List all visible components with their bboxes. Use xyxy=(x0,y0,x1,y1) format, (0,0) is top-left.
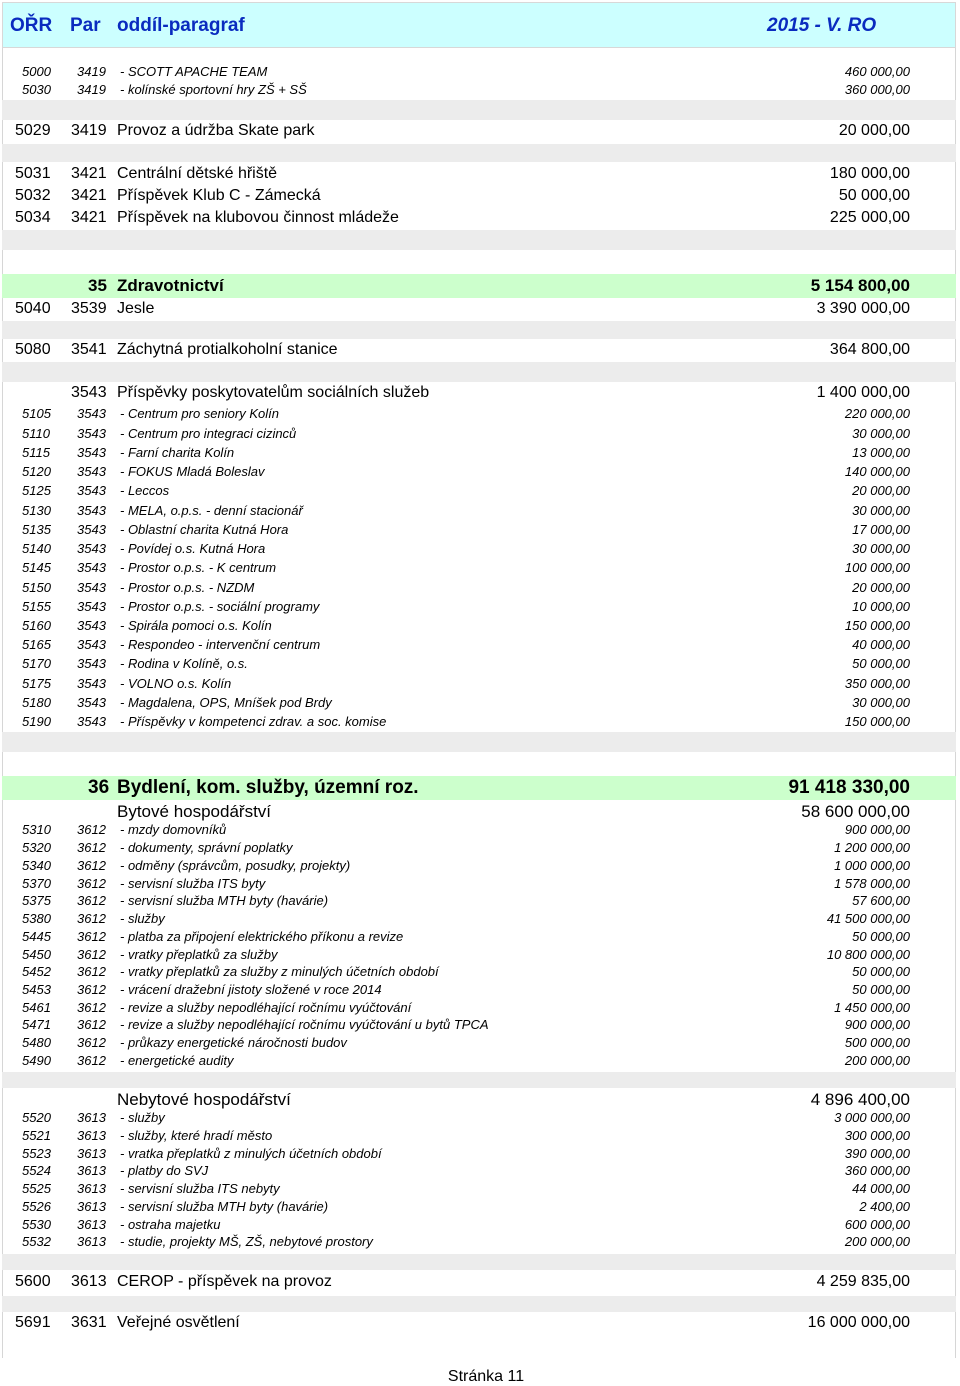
table-row xyxy=(0,122,960,144)
table-row xyxy=(0,1273,960,1295)
row-amount: 40 000,00 xyxy=(852,637,910,652)
row-par: 3543 xyxy=(77,483,106,498)
row-par: 3419 xyxy=(77,64,106,79)
row-orr: 5523 xyxy=(22,1146,51,1161)
row-amount: 500 000,00 xyxy=(844,1035,910,1050)
table-row xyxy=(0,911,960,929)
subsection-amount: 58 600 000,00 xyxy=(801,802,910,821)
row-description: Jesle xyxy=(117,300,155,317)
row-amount: 2 400,00 xyxy=(859,1199,910,1214)
page-footer xyxy=(0,1368,960,1386)
row-orr: 5029 xyxy=(15,122,51,139)
row-description: - Centrum pro integraci cizinců xyxy=(120,426,297,441)
row-description: - Prostor o.p.s. - sociální programy xyxy=(120,599,320,614)
row-orr: 5155 xyxy=(22,599,51,614)
row-par: 3612 xyxy=(77,840,106,855)
table-row xyxy=(0,1199,960,1217)
table-row xyxy=(0,483,960,501)
table-row xyxy=(0,982,960,1000)
row-par: 3421 xyxy=(71,165,107,182)
table-row xyxy=(0,1146,960,1164)
row-amount: 364 800,00 xyxy=(829,341,910,358)
spacer-band xyxy=(2,144,956,162)
row-par: 3613 xyxy=(77,1199,106,1214)
row-amount: 17 000,00 xyxy=(852,522,910,537)
row-orr: 5180 xyxy=(22,695,51,710)
row-par: 3543 xyxy=(77,676,106,691)
row-amount: 4 259 835,00 xyxy=(816,1273,910,1290)
row-orr: 5135 xyxy=(22,522,51,537)
row-description: - Příspěvky v kompetenci zdrav. a soc. komise xyxy=(120,714,387,729)
table-row xyxy=(0,893,960,911)
row-amount: 30 000,00 xyxy=(852,541,910,556)
row-par: 3543 xyxy=(77,618,106,633)
row-orr: 5032 xyxy=(15,187,51,204)
row-par: 3613 xyxy=(77,1110,106,1125)
section-row xyxy=(0,777,960,801)
row-orr: 5445 xyxy=(22,929,51,944)
table-row xyxy=(0,695,960,713)
row-par: 3543 xyxy=(77,522,106,537)
row-description: - vratky přeplatků za služby xyxy=(120,947,278,962)
row-description: - kolínské sportovní hry ZŠ + SŠ xyxy=(120,82,307,97)
table-row xyxy=(0,1234,960,1252)
row-amount: 350 000,00 xyxy=(844,676,910,691)
row-description: - MELA, o.p.s. - denní stacionář xyxy=(120,503,303,518)
table-row xyxy=(0,1000,960,1018)
row-description: - služby, které hradí město xyxy=(120,1128,273,1143)
row-orr: 5120 xyxy=(22,464,51,479)
row-description: - Prostor o.p.s. - NZDM xyxy=(120,580,255,595)
row-description: Příspěvky poskytovatelům sociálních služeb xyxy=(117,384,430,401)
row-description: - Oblastní charita Kutná Hora xyxy=(120,522,289,537)
row-par: 3419 xyxy=(71,122,107,139)
subsection-title: Bytové hospodářství xyxy=(117,802,272,821)
table-row xyxy=(0,384,960,406)
row-orr: 5034 xyxy=(15,209,51,226)
row-amount: 44 000,00 xyxy=(852,1181,910,1196)
row-orr: 5175 xyxy=(22,676,51,691)
row-description: - servisní služba ITS byty xyxy=(120,876,266,891)
header-year: 2015 - V. RO xyxy=(767,15,877,36)
row-amount: 30 000,00 xyxy=(852,695,910,710)
table-row xyxy=(0,187,960,209)
row-amount: 50 000,00 xyxy=(838,187,910,204)
row-par: 3612 xyxy=(77,1035,106,1050)
row-amount: 390 000,00 xyxy=(844,1146,910,1161)
row-orr: 5080 xyxy=(15,341,51,358)
row-orr: 5110 xyxy=(22,426,50,441)
row-amount: 1 578 000,00 xyxy=(834,876,910,891)
row-amount: 3 000 000,00 xyxy=(834,1110,910,1125)
table-row xyxy=(0,64,960,82)
row-par: 3543 xyxy=(77,445,106,460)
row-description: - SCOTT APACHE TEAM xyxy=(120,64,268,79)
row-description: Centrální dětské hřiště xyxy=(117,165,278,182)
table-row xyxy=(0,426,960,444)
row-amount: 1 400 000,00 xyxy=(816,384,910,401)
table-row xyxy=(0,1128,960,1146)
table-row xyxy=(0,599,960,617)
row-par: 3419 xyxy=(77,82,106,97)
row-par: 3543 xyxy=(77,426,106,441)
page-number: Stránka 11 xyxy=(447,1368,525,1385)
row-amount: 50 000,00 xyxy=(852,656,910,671)
section-amount: 91 418 330,00 xyxy=(788,777,910,798)
row-description: - platba za připojení elektrického příkonu a revize xyxy=(120,929,404,944)
table-row xyxy=(0,209,960,231)
row-description: - servisní služba MTH byty (havárie) xyxy=(120,1199,329,1214)
row-orr: 5031 xyxy=(15,165,51,182)
row-par: 3612 xyxy=(77,1017,106,1032)
row-description: - průkazy energetické náročnosti budov xyxy=(120,1035,347,1050)
row-description: - revize a služby nepodléhající ročnímu vyúčtování u bytů TPCA xyxy=(120,1017,489,1032)
row-amount: 20 000,00 xyxy=(838,122,910,139)
row-description: Provoz a údržba Skate park xyxy=(117,122,315,139)
row-description: - vratka přeplatků z minulých účetních období xyxy=(120,1146,382,1161)
row-par: 3543 xyxy=(77,503,106,518)
row-par: 3421 xyxy=(71,209,107,226)
row-orr: 5532 xyxy=(22,1234,51,1249)
row-orr: 5521 xyxy=(22,1128,51,1143)
row-orr: 5040 xyxy=(15,300,51,317)
row-par: 3612 xyxy=(77,929,106,944)
table-row xyxy=(0,822,960,840)
row-par: 3543 xyxy=(77,580,106,595)
row-par: 3543 xyxy=(77,599,106,614)
row-amount: 20 000,00 xyxy=(852,483,910,498)
row-orr: 5453 xyxy=(22,982,51,997)
row-orr: 5145 xyxy=(22,560,51,575)
header-bar xyxy=(2,2,956,48)
row-orr: 5525 xyxy=(22,1181,51,1196)
row-orr: 5320 xyxy=(22,840,51,855)
row-description: - FOKUS Mladá Boleslav xyxy=(120,464,265,479)
row-par: 3613 xyxy=(71,1273,107,1290)
table-row xyxy=(0,840,960,858)
row-par: 3539 xyxy=(71,300,107,317)
row-amount: 150 000,00 xyxy=(844,714,910,729)
row-amount: 150 000,00 xyxy=(844,618,910,633)
row-par: 3613 xyxy=(77,1163,106,1178)
row-orr: 5526 xyxy=(22,1199,51,1214)
row-amount: 10 800 000,00 xyxy=(826,947,910,962)
row-description: - odměny (správcům, posudky, projekty) xyxy=(120,858,351,873)
row-amount: 30 000,00 xyxy=(852,503,910,518)
row-description: CEROP - příspěvek na provoz xyxy=(117,1273,332,1290)
header-col-orr: OŘR xyxy=(10,15,53,36)
table-row xyxy=(0,618,960,636)
row-amount: 225 000,00 xyxy=(829,209,910,226)
row-par: 3543 xyxy=(77,560,106,575)
table-row xyxy=(0,165,960,187)
table-row xyxy=(0,929,960,947)
row-amount: 41 500 000,00 xyxy=(826,911,910,926)
table-row xyxy=(0,714,960,732)
table-row xyxy=(0,1181,960,1199)
row-orr: 5471 xyxy=(22,1017,51,1032)
row-description: - Centrum pro seniory Kolín xyxy=(120,406,279,421)
spacer-band xyxy=(2,100,956,120)
row-description: - energetické audity xyxy=(120,1053,234,1068)
row-amount: 140 000,00 xyxy=(844,464,910,479)
row-amount: 1 000 000,00 xyxy=(834,858,910,873)
row-orr: 5030 xyxy=(22,82,51,97)
row-amount: 600 000,00 xyxy=(844,1217,910,1232)
subsection-row xyxy=(0,1090,960,1112)
row-description: - Magdalena, OPS, Mníšek pod Brdy xyxy=(120,695,332,710)
row-description: - služby xyxy=(120,911,165,926)
row-description: - ostraha majetku xyxy=(120,1217,221,1232)
row-par: 3612 xyxy=(77,947,106,962)
row-orr: 5530 xyxy=(22,1217,51,1232)
row-orr: 5190 xyxy=(22,714,51,729)
row-orr: 5600 xyxy=(15,1273,51,1290)
row-description: - Farní charita Kolín xyxy=(120,445,235,460)
row-description: Veřejné osvětlení xyxy=(117,1314,240,1331)
spacer-band xyxy=(2,732,956,752)
row-description: - vrácení dražební jistoty složené v roce 2014 xyxy=(120,982,382,997)
row-amount: 220 000,00 xyxy=(844,406,910,421)
table-row xyxy=(0,637,960,655)
row-orr: 5461 xyxy=(22,1000,51,1015)
row-description: Příspěvek Klub C - Zámecká xyxy=(117,187,321,204)
row-amount: 20 000,00 xyxy=(852,580,910,595)
table-row xyxy=(0,341,960,363)
table-row xyxy=(0,560,960,578)
row-amount: 100 000,00 xyxy=(844,560,910,575)
row-par: 3612 xyxy=(77,982,106,997)
spacer-band xyxy=(2,362,956,382)
row-orr: 5520 xyxy=(22,1110,51,1125)
row-orr: 5524 xyxy=(22,1163,51,1178)
table-row xyxy=(0,580,960,598)
row-par: 3612 xyxy=(77,1053,106,1068)
spacer-band xyxy=(2,1254,956,1270)
row-amount: 900 000,00 xyxy=(844,822,910,837)
row-orr: 5130 xyxy=(22,503,51,518)
row-par: 3612 xyxy=(77,1000,106,1015)
section-title: Bydlení, kom. služby, územní roz. xyxy=(117,777,419,798)
row-description: - revize a služby nepodléhající ročnímu vyúčtování xyxy=(120,1000,412,1015)
row-orr: 5310 xyxy=(22,822,51,837)
row-orr: 5370 xyxy=(22,876,51,891)
table-row xyxy=(0,1017,960,1035)
row-description: - dokumenty, správní poplatky xyxy=(120,840,293,855)
row-description: - Rodina v Kolíně, o.s. xyxy=(120,656,248,671)
row-orr: 5340 xyxy=(22,858,51,873)
row-amount: 50 000,00 xyxy=(852,929,910,944)
table-row xyxy=(0,1110,960,1128)
table-row xyxy=(0,1217,960,1235)
row-description: - servisní služba ITS nebyty xyxy=(120,1181,280,1196)
row-par: 3543 xyxy=(77,656,106,671)
row-par: 3613 xyxy=(77,1128,106,1143)
row-description: - Leccos xyxy=(120,483,170,498)
section-number: 35 xyxy=(88,276,107,295)
row-amount: 3 390 000,00 xyxy=(816,300,910,317)
row-orr: 5452 xyxy=(22,964,51,979)
table-row xyxy=(0,300,960,322)
row-orr: 5165 xyxy=(22,637,51,652)
row-orr: 5105 xyxy=(22,406,51,421)
table-row xyxy=(0,541,960,559)
row-orr: 5480 xyxy=(22,1035,51,1050)
table-row xyxy=(0,522,960,540)
row-par: 3543 xyxy=(77,541,106,556)
table-row xyxy=(0,1035,960,1053)
row-par: 3543 xyxy=(71,384,107,401)
row-orr: 5160 xyxy=(22,618,51,633)
row-description: Příspěvek na klubovou činnost mládeže xyxy=(117,209,399,226)
table-row xyxy=(0,406,960,424)
table-row xyxy=(0,876,960,894)
row-amount: 360 000,00 xyxy=(844,82,910,97)
row-par: 3612 xyxy=(77,876,106,891)
row-description: - služby xyxy=(120,1110,165,1125)
table-row xyxy=(0,1314,960,1336)
row-par: 3613 xyxy=(77,1234,106,1249)
row-par: 3613 xyxy=(77,1217,106,1232)
subsection-row xyxy=(0,802,960,824)
row-description: - VOLNO o.s. Kolín xyxy=(120,676,232,691)
header-col-section: oddíl-paragraf xyxy=(117,15,245,36)
spacer-band xyxy=(2,1296,956,1312)
row-amount: 200 000,00 xyxy=(844,1053,910,1068)
table-row xyxy=(0,858,960,876)
row-amount: 1 200 000,00 xyxy=(834,840,910,855)
row-par: 3612 xyxy=(77,858,106,873)
row-amount: 1 450 000,00 xyxy=(834,1000,910,1015)
section-number: 36 xyxy=(88,777,110,798)
row-par: 3631 xyxy=(71,1314,107,1331)
row-par: 3543 xyxy=(77,406,106,421)
section-title: Zdravotnictví xyxy=(117,276,224,295)
row-amount: 10 000,00 xyxy=(852,599,910,614)
section-amount: 5 154 800,00 xyxy=(810,276,910,295)
row-par: 3612 xyxy=(77,964,106,979)
row-par: 3612 xyxy=(77,893,106,908)
row-par: 3543 xyxy=(77,714,106,729)
table-row xyxy=(0,964,960,982)
row-par: 3421 xyxy=(71,187,107,204)
table-row xyxy=(0,503,960,521)
section-row xyxy=(0,276,960,300)
row-orr: 5000 xyxy=(22,64,51,79)
table-row xyxy=(0,1163,960,1181)
row-amount: 30 000,00 xyxy=(852,426,910,441)
row-orr: 5691 xyxy=(15,1314,51,1331)
row-amount: 300 000,00 xyxy=(844,1128,910,1143)
row-par: 3612 xyxy=(77,822,106,837)
table-row xyxy=(0,947,960,965)
row-par: 3543 xyxy=(77,695,106,710)
row-par: 3613 xyxy=(77,1146,106,1161)
row-description: - Prostor o.p.s. - K centrum xyxy=(120,560,277,575)
row-amount: 180 000,00 xyxy=(829,165,910,182)
table-row xyxy=(0,445,960,463)
row-description: - studie, projekty MŠ, ZŠ, nebytové prostory xyxy=(120,1234,373,1249)
row-description: - mzdy domovníků xyxy=(120,822,227,837)
subsection-amount: 4 896 400,00 xyxy=(810,1090,910,1109)
table-row xyxy=(0,656,960,674)
spacer-band xyxy=(2,321,956,339)
row-description: - servisní služba MTH byty (havárie) xyxy=(120,893,329,908)
row-amount: 50 000,00 xyxy=(852,982,910,997)
row-description: - Povídej o.s. Kutná Hora xyxy=(120,541,266,556)
row-amount: 57 600,00 xyxy=(852,893,910,908)
table-row xyxy=(0,464,960,482)
row-amount: 50 000,00 xyxy=(852,964,910,979)
row-amount: 360 000,00 xyxy=(844,1163,910,1178)
row-orr: 5380 xyxy=(22,911,51,926)
row-amount: 900 000,00 xyxy=(844,1017,910,1032)
row-amount: 13 000,00 xyxy=(852,445,910,460)
row-orr: 5170 xyxy=(22,656,51,671)
table-row xyxy=(0,82,960,100)
spacer-band xyxy=(2,230,956,250)
row-orr: 5490 xyxy=(22,1053,51,1068)
row-par: 3612 xyxy=(77,911,106,926)
header-col-par: Par xyxy=(70,15,101,36)
row-description: - Spirála pomoci o.s. Kolín xyxy=(120,618,272,633)
row-description: - vratky přeplatků za služby z minulých účetních období xyxy=(120,964,439,979)
row-orr: 5115 xyxy=(22,445,50,460)
row-par: 3543 xyxy=(77,464,106,479)
row-orr: 5140 xyxy=(22,541,51,556)
row-amount: 200 000,00 xyxy=(844,1234,910,1249)
row-orr: 5450 xyxy=(22,947,51,962)
table-row xyxy=(0,676,960,694)
row-amount: 16 000 000,00 xyxy=(807,1314,910,1331)
row-description: - platby do SVJ xyxy=(120,1163,209,1178)
row-par: 3541 xyxy=(71,341,107,358)
row-par: 3543 xyxy=(77,637,106,652)
row-orr: 5375 xyxy=(22,893,51,908)
row-orr: 5150 xyxy=(22,580,51,595)
table-row xyxy=(0,1053,960,1071)
row-par: 3613 xyxy=(77,1181,106,1196)
row-amount: 460 000,00 xyxy=(844,64,910,79)
spacer-band xyxy=(2,1072,956,1088)
row-description: Záchytná protialkoholní stanice xyxy=(117,341,338,358)
subsection-title: Nebytové hospodářství xyxy=(117,1090,291,1109)
row-orr: 5125 xyxy=(22,483,51,498)
row-description: - Respondeo - intervenční centrum xyxy=(120,637,321,652)
